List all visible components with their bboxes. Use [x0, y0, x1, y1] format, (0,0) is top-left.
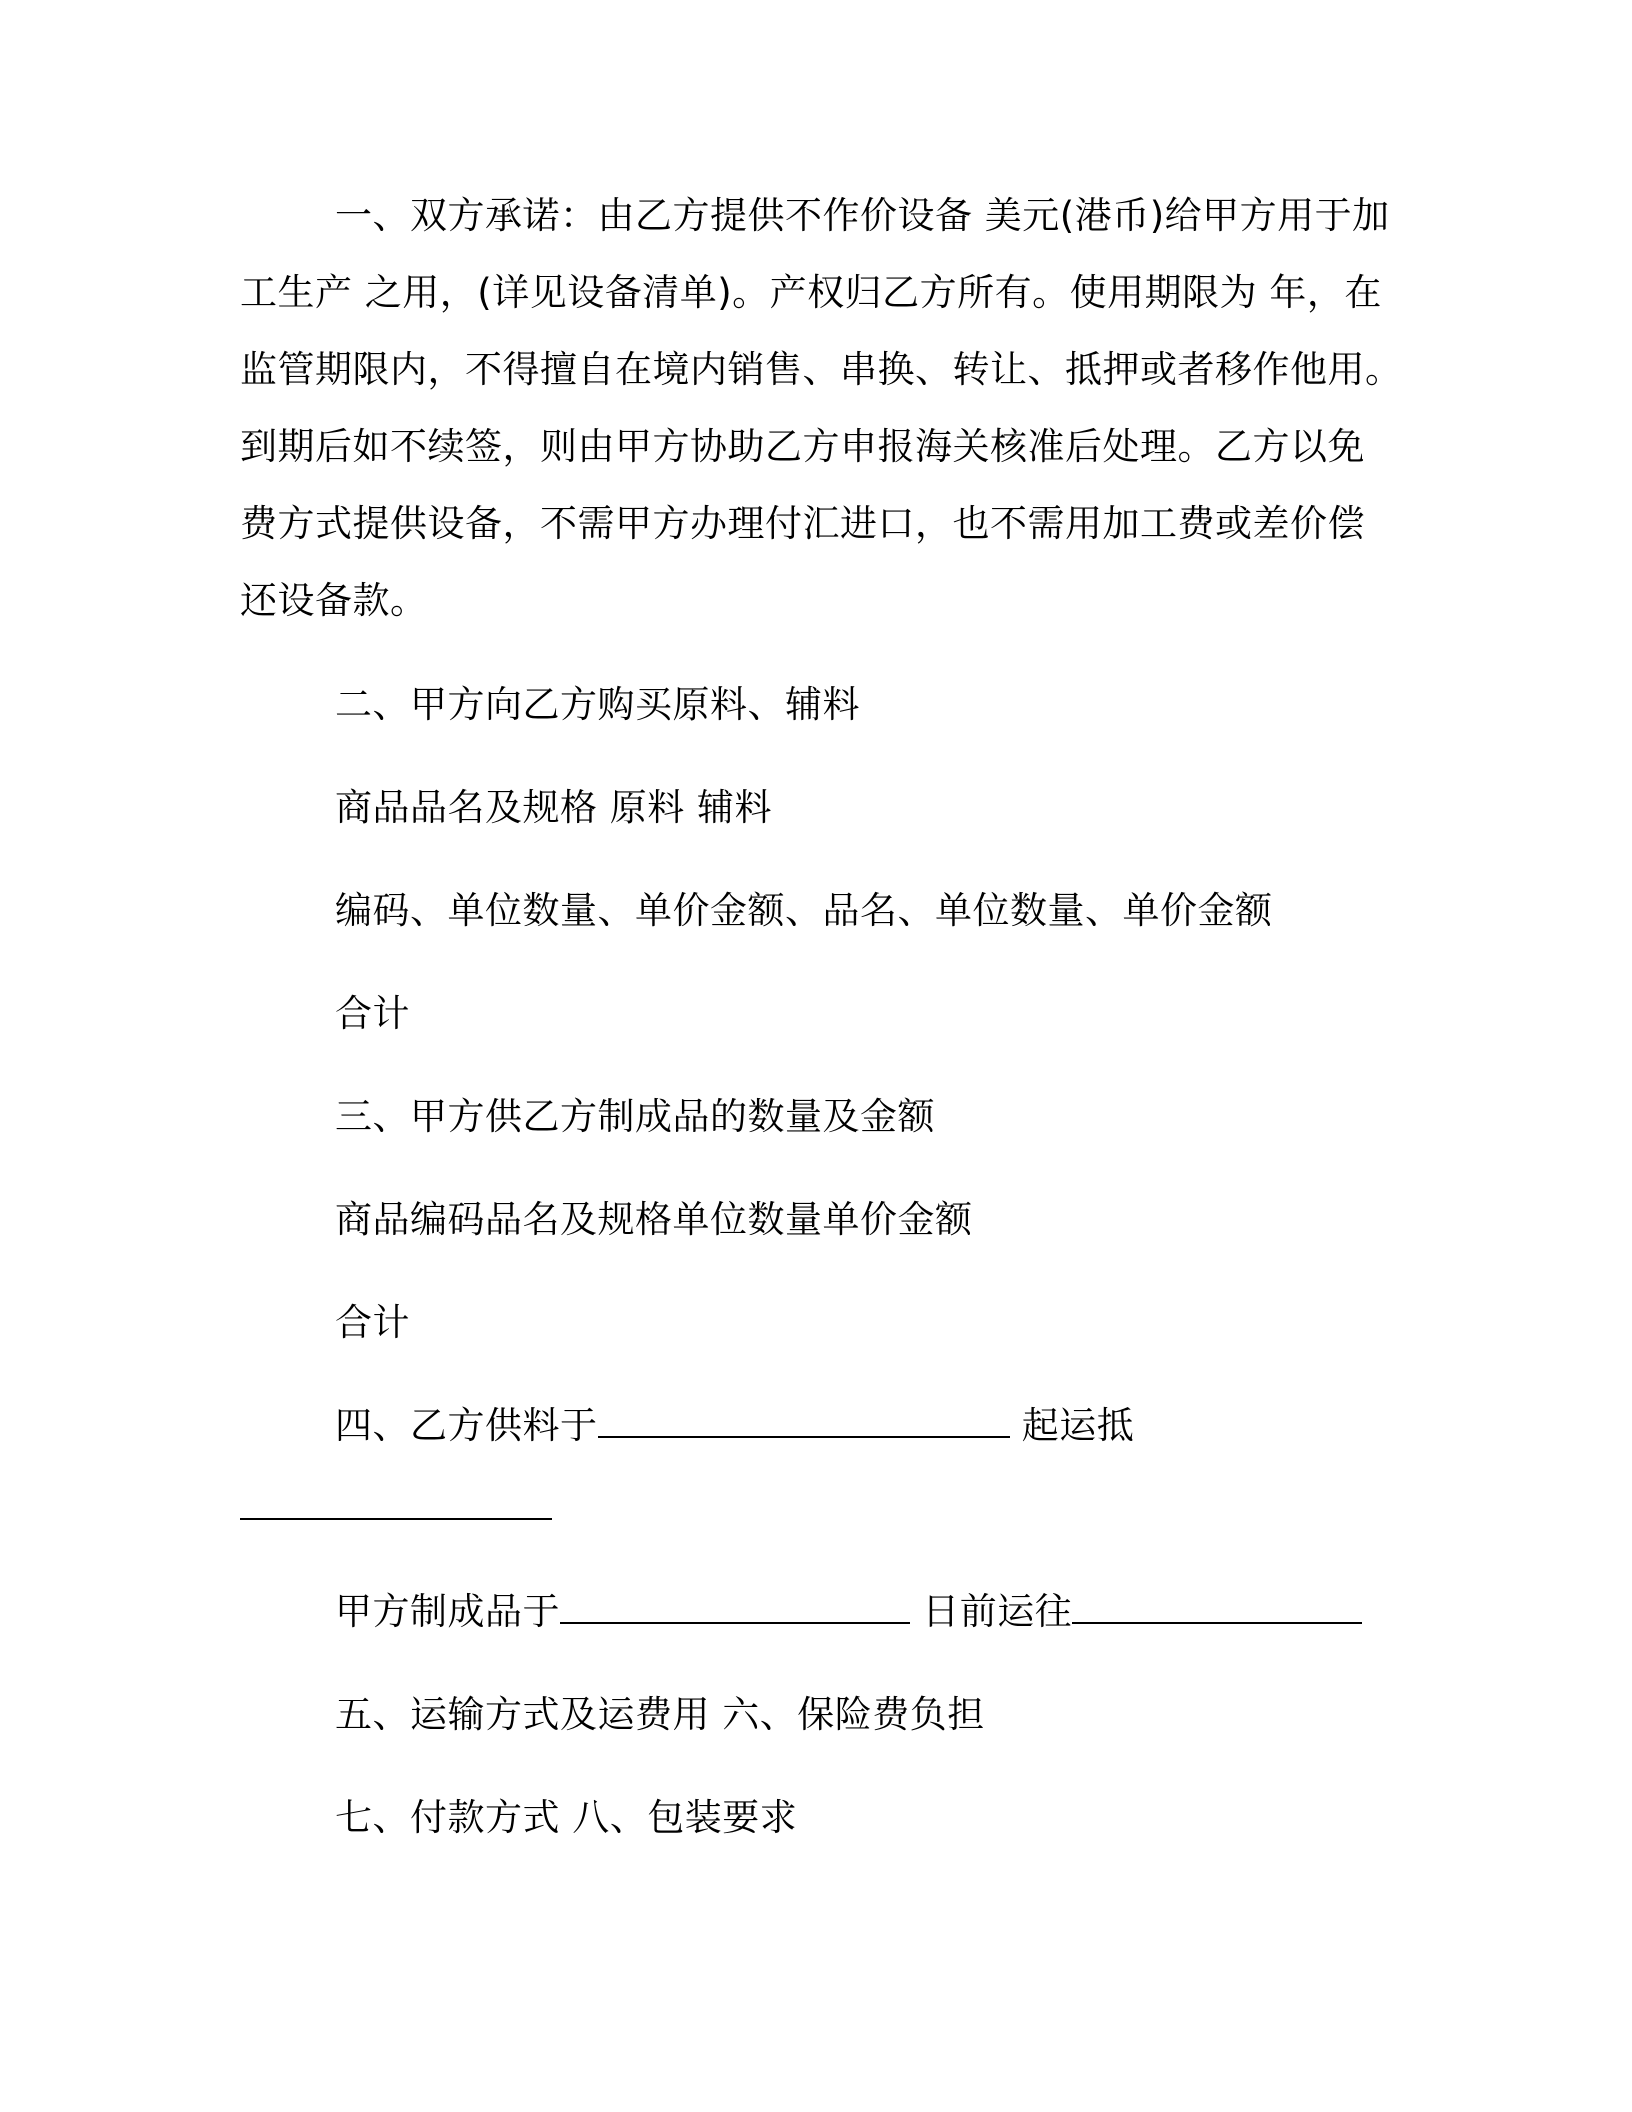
fill-blank-origin	[598, 1406, 1010, 1438]
section2-total: 合计	[335, 992, 410, 1035]
section4-line-2	[240, 1488, 552, 1528]
fill-blank-date	[560, 1592, 910, 1624]
fill-blank-destination	[240, 1488, 552, 1520]
section1-line-5: 费方式提供设备，不需甲方办理付汇进口，也不需用加工费或差价偿	[240, 502, 1365, 545]
fill-blank-ship-to	[1072, 1592, 1362, 1624]
section3-row-1: 商品编码品名及规格单位数量单价金额	[335, 1198, 973, 1241]
section4b-label-2: 日前运往	[922, 1590, 1073, 1633]
section3-total: 合计	[335, 1301, 410, 1344]
section4-line-1	[335, 1406, 1134, 1446]
section1-line-2: 工生产 之用，(详见设备清单)。产权归乙方所有。使用期限为 年，在	[240, 271, 1382, 314]
section2-row-2: 编码、单位数量、单价金额、品名、单位数量、单价金额	[335, 889, 1273, 932]
section2-heading: 二、甲方向乙方购买原料、辅料	[335, 683, 860, 726]
section1-line-4: 到期后如不续签，则由甲方协助乙方申报海关核准后处理。乙方以免	[240, 425, 1365, 468]
section2-row-1: 商品品名及规格 原料 辅料	[335, 786, 773, 829]
section4b-line	[335, 1592, 1362, 1632]
section1-line-6: 还设备款。	[240, 579, 428, 622]
section4b-label-1: 甲方制成品于	[335, 1590, 560, 1633]
section1-line-1: 一、双方承诺：由乙方提供不作价设备 美元(港币)给甲方用于加	[335, 194, 1390, 237]
section7-8-line: 七、付款方式 八、包装要求	[335, 1796, 798, 1839]
section4-label-1: 四、乙方供料于	[335, 1404, 598, 1447]
section3-heading: 三、甲方供乙方制成品的数量及金额	[335, 1095, 935, 1138]
section1-line-3: 监管期限内，不得擅自在境内销售、串换、转让、抵押或者移作他用。	[240, 348, 1403, 391]
section4-label-2: 起运抵	[1021, 1404, 1135, 1447]
section5-6-line: 五、运输方式及运费用 六、保险费负担	[335, 1693, 985, 1736]
